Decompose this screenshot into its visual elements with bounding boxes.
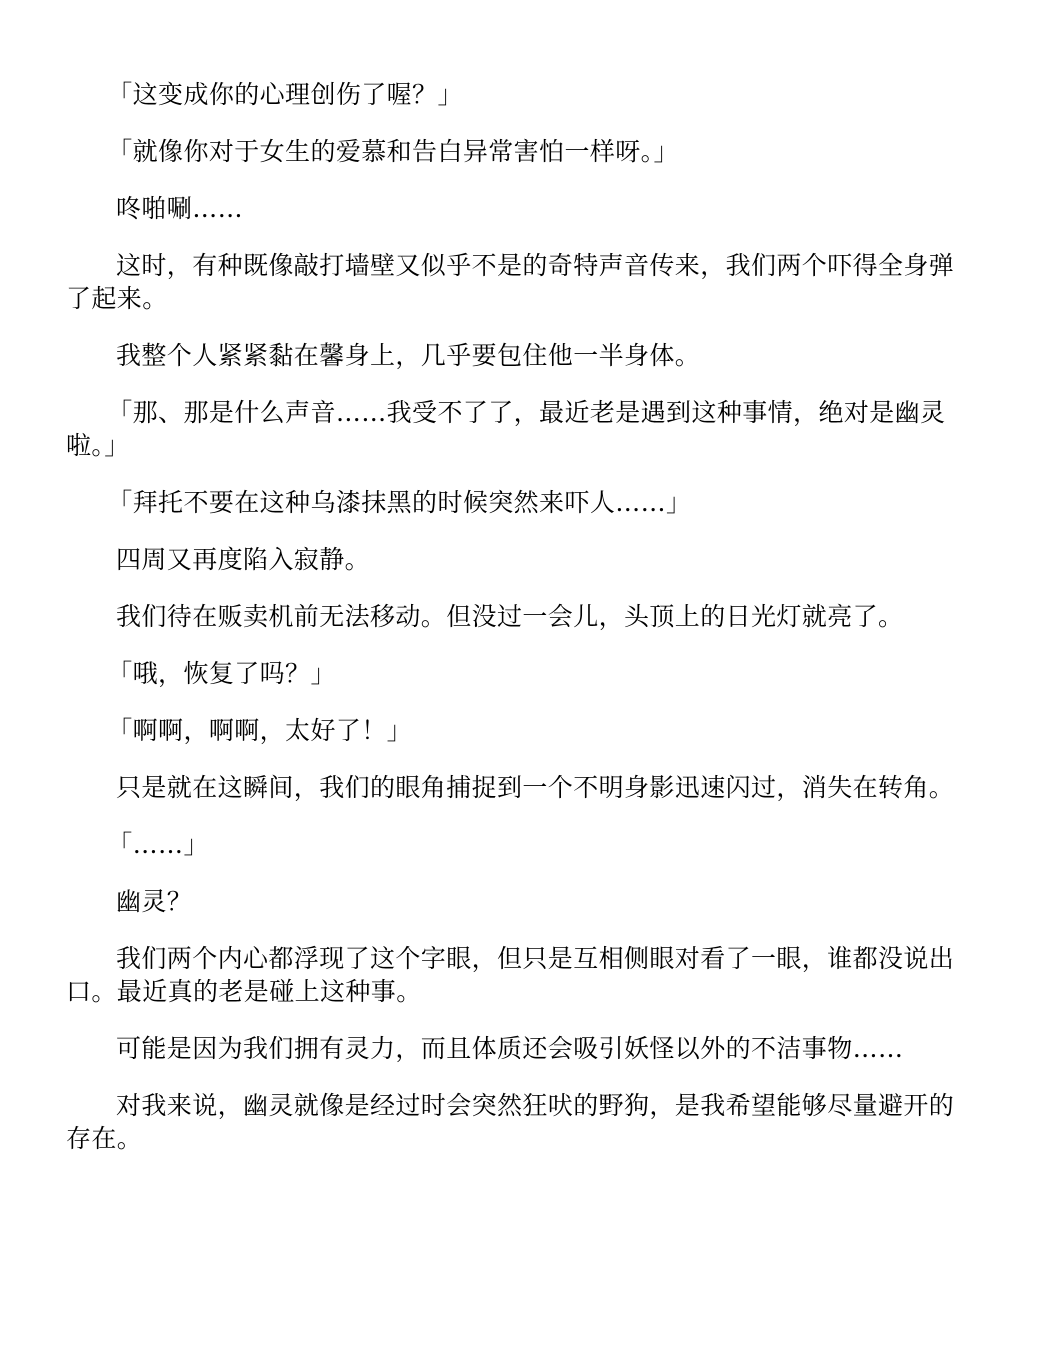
paragraph-11: 「啊啊，啊啊，太好了！」 xyxy=(107,716,413,745)
paragraph-2: 「就像你对于女生的爱慕和告白异常害怕一样呀。」 xyxy=(107,137,679,166)
paragraph-15: 我们两个内心都浮现了这个字眼，但只是互相侧眼对看了一眼，谁都没说出口。最近真的老是碰上这种事。 xyxy=(66,944,955,1006)
paragraph-14: 幽灵？ xyxy=(116,887,193,916)
paragraph-6: 「那、那是什么声音……我受不了了，最近老是遇到这种事情，绝对是幽灵啦。」 xyxy=(66,398,946,460)
paragraph-4: 这时，有种既像敲打墙壁又似乎不是的奇特声音传来，我们两个吓得全身弹了起来。 xyxy=(66,251,955,313)
document-page xyxy=(66,78,976,1179)
paragraph-12: 只是就在这瞬间，我们的眼角捕捉到一个不明身影迅速闪过，消失在转角。 xyxy=(116,773,955,802)
paragraph-7: 「拜托不要在这种乌漆抹黑的时候突然来吓人……」 xyxy=(107,488,692,517)
paragraph-16: 可能是因为我们拥有灵力，而且体质还会吸引妖怪以外的不洁事物…… xyxy=(116,1034,904,1063)
paragraph-1: 「这变成你的心理创伤了喔？」 xyxy=(107,80,463,109)
paragraph-8: 四周又再度陷入寂静。 xyxy=(116,545,371,574)
paragraph-13: 「……」 xyxy=(107,830,209,859)
paragraph-10: 「哦，恢复了吗？」 xyxy=(107,659,336,688)
paragraph-3: 咚啪唰…… xyxy=(116,194,244,223)
paragraph-17: 对我来说，幽灵就像是经过时会突然狂吠的野狗，是我希望能够尽量避开的存在。 xyxy=(66,1091,955,1153)
paragraph-9: 我们待在贩卖机前无法移动。但没过一会儿，头顶上的日光灯就亮了。 xyxy=(116,602,904,631)
paragraph-5: 我整个人紧紧黏在馨身上，几乎要包住他一半身体。 xyxy=(116,341,701,370)
